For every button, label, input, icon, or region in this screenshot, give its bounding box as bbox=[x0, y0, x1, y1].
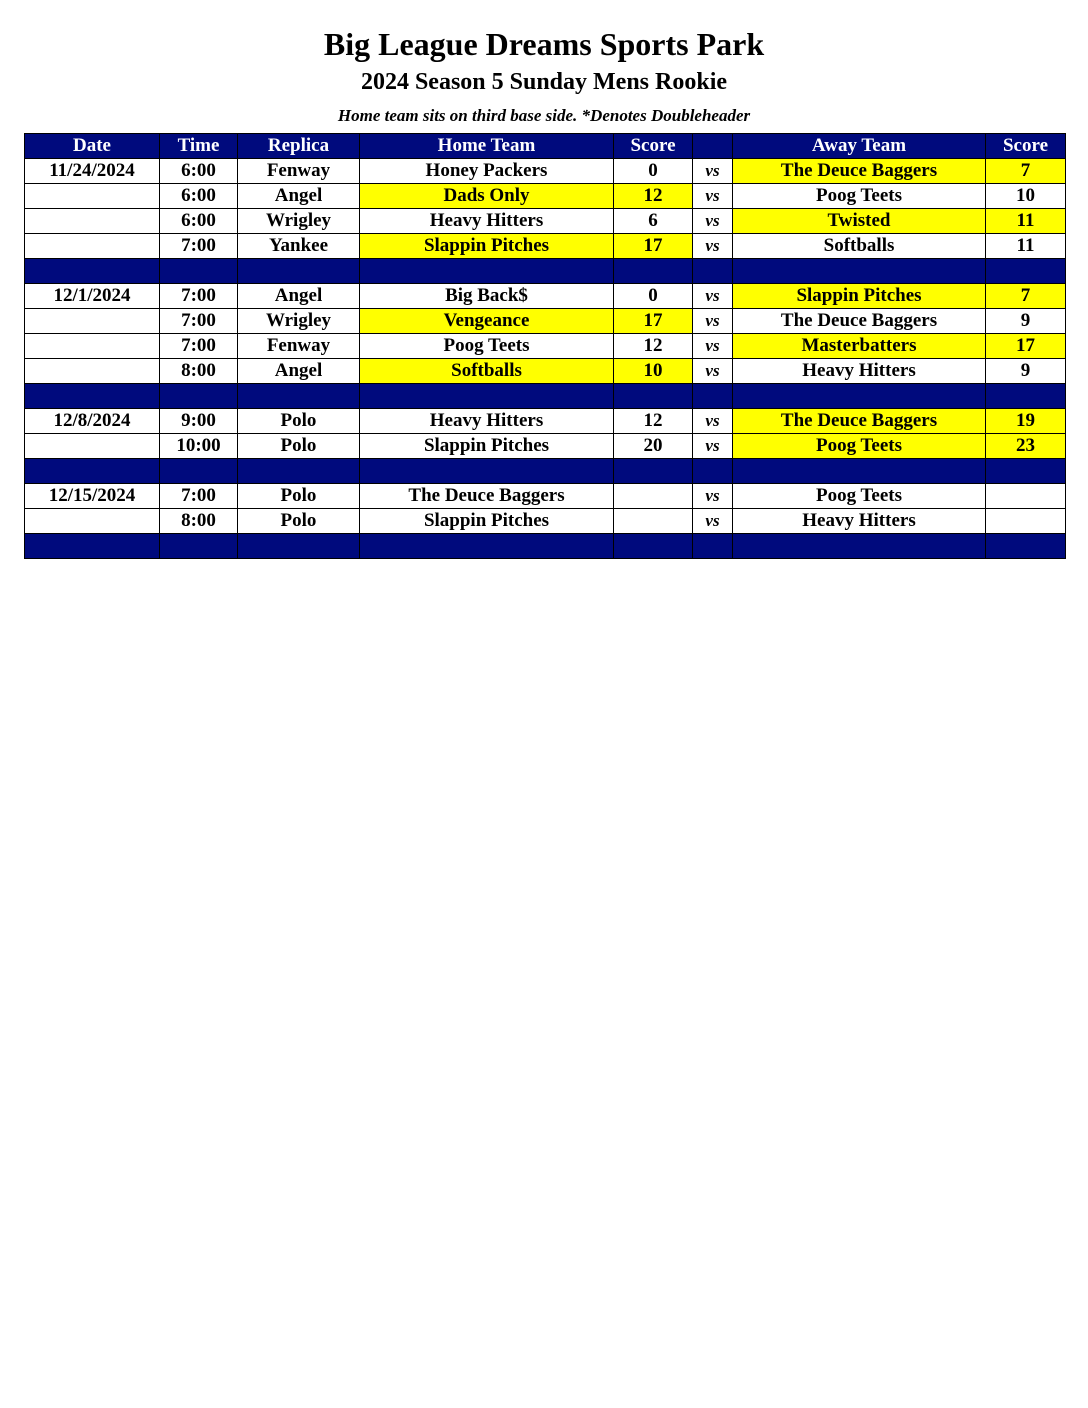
cell-away-score: 17 bbox=[986, 334, 1066, 359]
cell-date bbox=[25, 184, 160, 209]
separator-cell bbox=[360, 259, 614, 284]
cell-home-score: 12 bbox=[614, 184, 693, 209]
cell-away-score: 11 bbox=[986, 234, 1066, 259]
separator-cell bbox=[693, 384, 733, 409]
cell-vs: vs bbox=[693, 284, 733, 309]
schedule-body bbox=[25, 159, 1066, 559]
cell-vs: vs bbox=[693, 359, 733, 384]
cell-vs: vs bbox=[693, 159, 733, 184]
separator-cell bbox=[733, 384, 986, 409]
separator-cell bbox=[360, 384, 614, 409]
separator-cell bbox=[160, 534, 238, 559]
cell-time: 7:00 bbox=[160, 284, 238, 309]
cell-home-team: Heavy Hitters bbox=[360, 409, 614, 434]
cell-away-team: Slappin Pitches bbox=[733, 284, 986, 309]
cell-away-team: The Deuce Baggers bbox=[733, 309, 986, 334]
cell-date bbox=[25, 309, 160, 334]
separator-cell bbox=[238, 384, 360, 409]
cell-home-score: 12 bbox=[614, 334, 693, 359]
table-row bbox=[25, 484, 1066, 509]
cell-away-team: Heavy Hitters bbox=[733, 359, 986, 384]
cell-away-score: 7 bbox=[986, 159, 1066, 184]
cell-away-team: Poog Teets bbox=[733, 184, 986, 209]
cell-replica: Polo bbox=[238, 434, 360, 459]
separator-cell bbox=[25, 459, 160, 484]
separator-cell bbox=[160, 259, 238, 284]
cell-time: 7:00 bbox=[160, 234, 238, 259]
cell-away-team: Masterbatters bbox=[733, 334, 986, 359]
cell-away-score bbox=[986, 509, 1066, 534]
cell-home-score: 0 bbox=[614, 159, 693, 184]
separator-cell bbox=[238, 259, 360, 284]
table-row bbox=[25, 284, 1066, 309]
cell-date: 12/15/2024 bbox=[25, 484, 160, 509]
cell-away-team: Poog Teets bbox=[733, 484, 986, 509]
page-title: Big League Dreams Sports Park bbox=[323, 26, 765, 62]
cell-home-score: 12 bbox=[614, 409, 693, 434]
table-row bbox=[25, 409, 1066, 434]
cell-date: 12/8/2024 bbox=[25, 409, 160, 434]
page-note: Home team sits on third base side. *Denotes Doubleheader bbox=[337, 106, 751, 125]
column-header-home-score: Score bbox=[614, 134, 693, 159]
separator-cell bbox=[614, 459, 693, 484]
cell-replica: Fenway bbox=[238, 334, 360, 359]
cell-away-team: Heavy Hitters bbox=[733, 509, 986, 534]
cell-vs: vs bbox=[693, 184, 733, 209]
cell-vs: vs bbox=[693, 209, 733, 234]
cell-date bbox=[25, 234, 160, 259]
separator-cell bbox=[693, 534, 733, 559]
cell-home-team: Dads Only bbox=[360, 184, 614, 209]
cell-date bbox=[25, 509, 160, 534]
cell-away-team: The Deuce Baggers bbox=[733, 409, 986, 434]
table-row bbox=[25, 359, 1066, 384]
cell-home-team: Slappin Pitches bbox=[360, 234, 614, 259]
cell-home-team: Softballs bbox=[360, 359, 614, 384]
table-header-row bbox=[25, 134, 1066, 159]
cell-away-team: The Deuce Baggers bbox=[733, 159, 986, 184]
cell-away-score: 9 bbox=[986, 309, 1066, 334]
table-row bbox=[25, 159, 1066, 184]
separator-cell bbox=[614, 384, 693, 409]
cell-home-team: Honey Packers bbox=[360, 159, 614, 184]
cell-away-team: Softballs bbox=[733, 234, 986, 259]
cell-home-team: Poog Teets bbox=[360, 334, 614, 359]
separator-row bbox=[25, 384, 1066, 409]
cell-vs: vs bbox=[693, 509, 733, 534]
separator-cell bbox=[733, 259, 986, 284]
cell-home-team: Vengeance bbox=[360, 309, 614, 334]
cell-vs: vs bbox=[693, 434, 733, 459]
cell-time: 6:00 bbox=[160, 184, 238, 209]
table-row bbox=[25, 434, 1066, 459]
cell-date: 12/1/2024 bbox=[25, 284, 160, 309]
cell-time: 6:00 bbox=[160, 159, 238, 184]
table-row bbox=[25, 334, 1066, 359]
separator-cell bbox=[693, 459, 733, 484]
cell-date bbox=[25, 434, 160, 459]
cell-home-team: Heavy Hitters bbox=[360, 209, 614, 234]
separator-cell bbox=[986, 459, 1066, 484]
cell-away-score: 23 bbox=[986, 434, 1066, 459]
separator-row bbox=[25, 459, 1066, 484]
cell-home-team: Big Back$ bbox=[360, 284, 614, 309]
cell-date bbox=[25, 334, 160, 359]
column-header-vs bbox=[693, 134, 733, 159]
cell-home-team: Slappin Pitches bbox=[360, 434, 614, 459]
separator-cell bbox=[360, 459, 614, 484]
cell-date: 11/24/2024 bbox=[25, 159, 160, 184]
cell-away-score: 9 bbox=[986, 359, 1066, 384]
table-row bbox=[25, 234, 1066, 259]
cell-vs: vs bbox=[693, 334, 733, 359]
cell-replica: Polo bbox=[238, 509, 360, 534]
column-header-time: Time bbox=[160, 134, 238, 159]
cell-time: 7:00 bbox=[160, 334, 238, 359]
cell-home-score: 6 bbox=[614, 209, 693, 234]
separator-cell bbox=[733, 534, 986, 559]
cell-time: 7:00 bbox=[160, 309, 238, 334]
cell-home-team: The Deuce Baggers bbox=[360, 484, 614, 509]
cell-time: 6:00 bbox=[160, 209, 238, 234]
separator-row bbox=[25, 259, 1066, 284]
cell-replica: Angel bbox=[238, 284, 360, 309]
cell-home-score bbox=[614, 484, 693, 509]
cell-replica: Yankee bbox=[238, 234, 360, 259]
separator-cell bbox=[25, 259, 160, 284]
separator-cell bbox=[986, 259, 1066, 284]
cell-home-score: 17 bbox=[614, 234, 693, 259]
separator-cell bbox=[238, 459, 360, 484]
cell-away-team: Twisted bbox=[733, 209, 986, 234]
table-row bbox=[25, 209, 1066, 234]
separator-cell bbox=[614, 259, 693, 284]
separator-cell bbox=[160, 384, 238, 409]
cell-time: 10:00 bbox=[160, 434, 238, 459]
separator-cell bbox=[360, 534, 614, 559]
cell-time: 7:00 bbox=[160, 484, 238, 509]
separator-cell bbox=[25, 384, 160, 409]
cell-home-score bbox=[614, 509, 693, 534]
separator-row bbox=[25, 534, 1066, 559]
separator-cell bbox=[614, 534, 693, 559]
separator-cell bbox=[25, 534, 160, 559]
separator-cell bbox=[986, 384, 1066, 409]
separator-cell bbox=[733, 459, 986, 484]
cell-home-score: 0 bbox=[614, 284, 693, 309]
separator-cell bbox=[693, 259, 733, 284]
cell-time: 8:00 bbox=[160, 509, 238, 534]
cell-away-score bbox=[986, 484, 1066, 509]
column-header-away-score: Score bbox=[986, 134, 1066, 159]
cell-home-score: 20 bbox=[614, 434, 693, 459]
column-header-replica: Replica bbox=[238, 134, 360, 159]
table-row bbox=[25, 309, 1066, 334]
cell-replica: Angel bbox=[238, 359, 360, 384]
cell-away-score: 19 bbox=[986, 409, 1066, 434]
table-row bbox=[25, 184, 1066, 209]
column-header-away-team: Away Team bbox=[733, 134, 986, 159]
cell-replica: Polo bbox=[238, 484, 360, 509]
separator-cell bbox=[160, 459, 238, 484]
cell-vs: vs bbox=[693, 234, 733, 259]
separator-cell bbox=[986, 534, 1066, 559]
cell-replica: Angel bbox=[238, 184, 360, 209]
cell-away-score: 11 bbox=[986, 209, 1066, 234]
cell-home-score: 10 bbox=[614, 359, 693, 384]
cell-away-score: 7 bbox=[986, 284, 1066, 309]
cell-vs: vs bbox=[693, 309, 733, 334]
separator-cell bbox=[238, 534, 360, 559]
cell-vs: vs bbox=[693, 484, 733, 509]
cell-vs: vs bbox=[693, 409, 733, 434]
cell-replica: Polo bbox=[238, 409, 360, 434]
cell-away-score: 10 bbox=[986, 184, 1066, 209]
cell-home-team: Slappin Pitches bbox=[360, 509, 614, 534]
cell-replica: Wrigley bbox=[238, 309, 360, 334]
cell-replica: Wrigley bbox=[238, 209, 360, 234]
column-header-date: Date bbox=[25, 134, 160, 159]
table-row bbox=[25, 509, 1066, 534]
cell-time: 8:00 bbox=[160, 359, 238, 384]
cell-replica: Fenway bbox=[238, 159, 360, 184]
page-subtitle: 2024 Season 5 Sunday Mens Rookie bbox=[360, 69, 728, 95]
column-header-home-team: Home Team bbox=[360, 134, 614, 159]
cell-time: 9:00 bbox=[160, 409, 238, 434]
cell-away-team: Poog Teets bbox=[733, 434, 986, 459]
cell-home-score: 17 bbox=[614, 309, 693, 334]
schedule-table bbox=[24, 133, 1066, 559]
cell-date bbox=[25, 359, 160, 384]
cell-date bbox=[25, 209, 160, 234]
